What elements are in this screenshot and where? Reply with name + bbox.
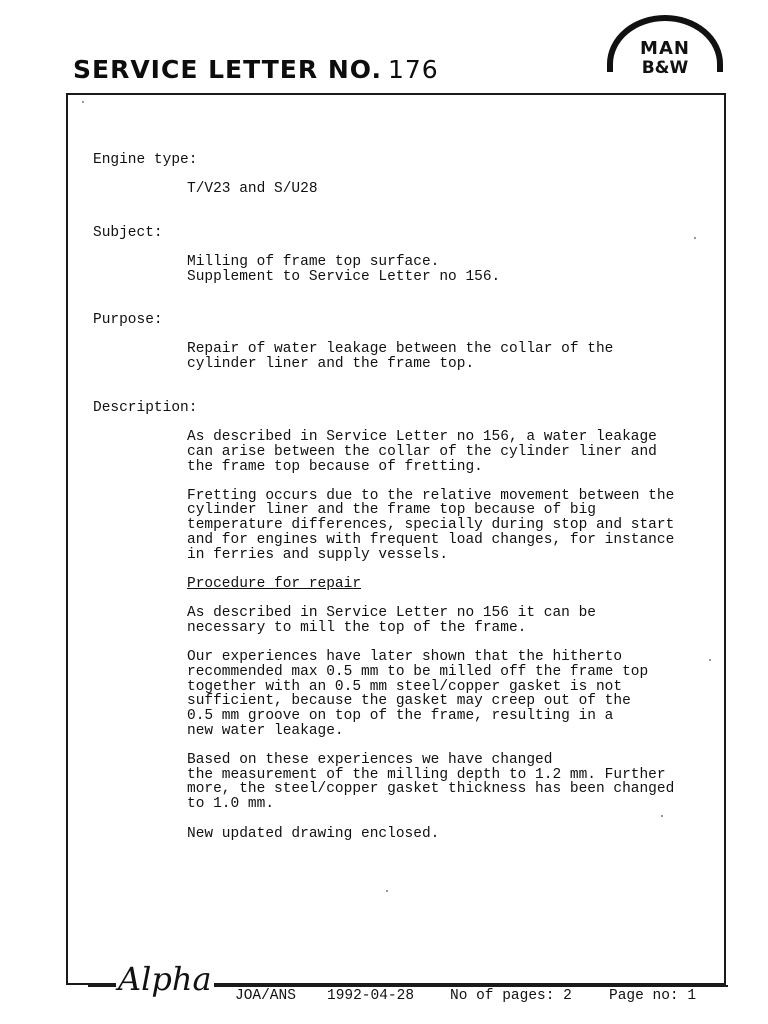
footer-date: 1992-04-28 [327, 988, 415, 1004]
description-line: can arise between the collar of the cylinder liner and [187, 444, 657, 460]
description-line: new water leakage. [187, 723, 344, 739]
description-line: Based on these experiences we have changed [187, 752, 553, 768]
procedure-heading: Procedure for repair [187, 576, 362, 592]
scan-speck [709, 659, 711, 661]
description-line: necessary to mill the top of the frame. [187, 620, 527, 636]
engine-type-label: Engine type: [93, 152, 198, 168]
letter-title-text: SERVICE LETTER NO. [73, 55, 382, 84]
footer-author: JOA/ANS [235, 988, 296, 1004]
footer-page-count: No of pages: 2 [450, 988, 572, 1004]
purpose-line: cylinder liner and the frame top. [187, 356, 475, 372]
description-line: temperature differences, specially during stop and start [187, 517, 675, 533]
description-line: As described in Service Letter no 156, a water leakage [187, 429, 657, 445]
subject-line: Supplement to Service Letter no 156. [187, 269, 501, 285]
description-label: Description: [93, 400, 198, 416]
scan-speck [386, 890, 388, 892]
letter-number: 176 [387, 55, 439, 84]
description-line: and for engines with frequent load changes, for instance [187, 532, 675, 548]
description-line: Our experiences have later shown that the hitherto [187, 649, 623, 665]
description-line: New updated drawing enclosed. [187, 826, 440, 842]
subject-line: Milling of frame top surface. [187, 254, 440, 270]
scan-speck [661, 815, 663, 817]
purpose-label: Purpose: [93, 312, 163, 328]
footer-page-number: Page no: 1 [609, 988, 697, 1004]
description-line: sufficient, because the gasket may creep out of the [187, 693, 631, 709]
scan-speck [694, 237, 696, 239]
subject-label: Subject: [93, 225, 163, 241]
logo-man-text: MAN [640, 38, 690, 59]
description-line: more, the steel/copper gasket thickness has been changed [187, 781, 675, 797]
description-line: the frame top because of fretting. [187, 459, 483, 475]
alpha-signature: Alpha [118, 960, 212, 998]
description-line: 0.5 mm groove on top of the frame, resulting in a [187, 708, 614, 724]
logo-bw-text: B&W [641, 58, 689, 78]
description-line: the measurement of the milling depth to 1.2 mm. Further [187, 767, 666, 783]
engine-type-value: T/V23 and S/U28 [187, 181, 318, 197]
description-line: cylinder liner and the frame top because of big [187, 502, 596, 518]
description-line: recommended max 0.5 mm to be milled off the frame top [187, 664, 649, 680]
description-line: together with an 0.5 mm steel/copper gasket is not [187, 679, 623, 695]
letter-title [73, 55, 439, 84]
description-line: to 1.0 mm. [187, 796, 275, 812]
description-line: As described in Service Letter no 156 it can be [187, 605, 596, 621]
description-line: Fretting occurs due to the relative movement between the [187, 488, 675, 504]
scan-speck [82, 101, 84, 103]
description-line: in ferries and supply vessels. [187, 547, 449, 563]
purpose-line: Repair of water leakage between the collar of the [187, 341, 614, 357]
